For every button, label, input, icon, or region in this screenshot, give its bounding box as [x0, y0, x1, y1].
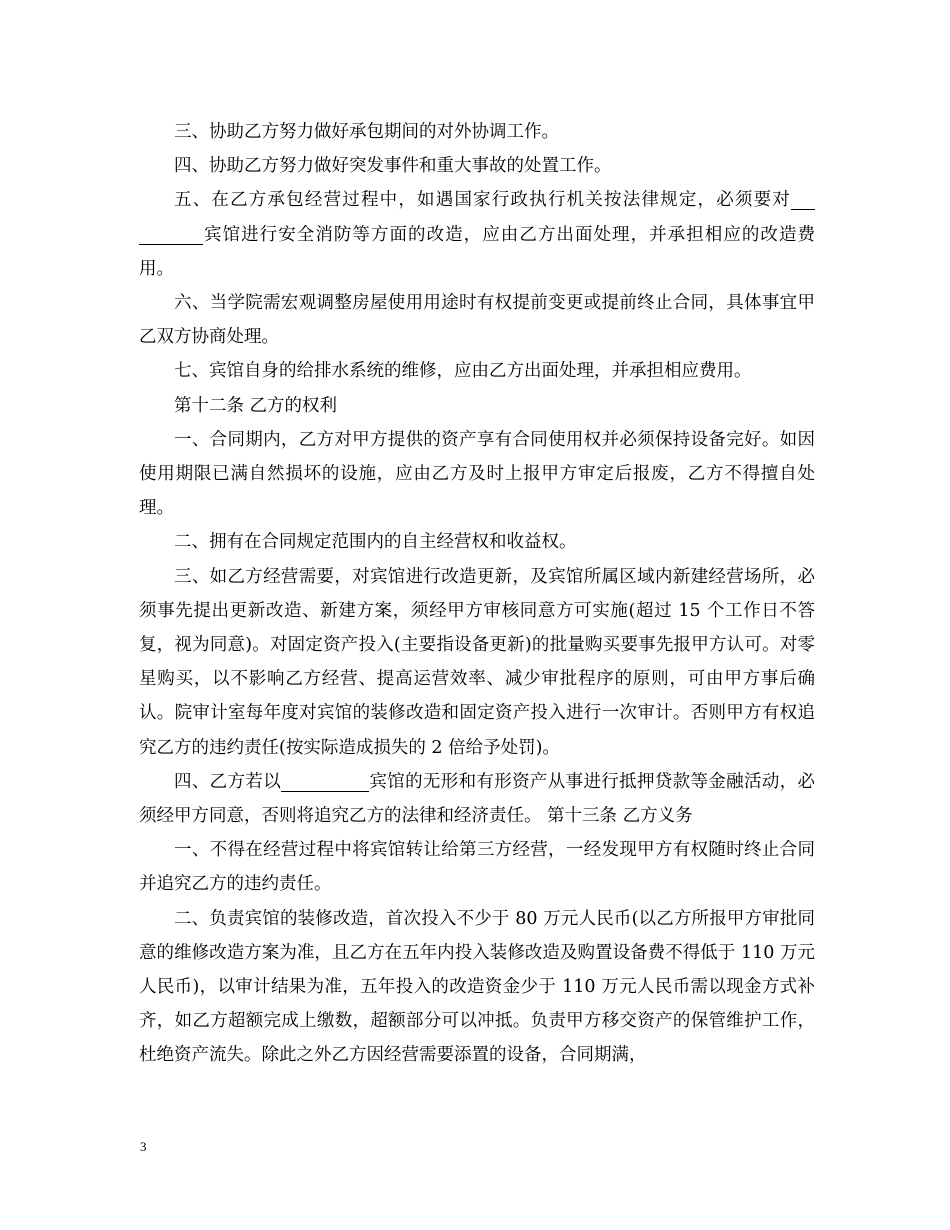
fill-in-blank: [139, 224, 203, 245]
fill-in-blank: [791, 189, 815, 210]
paragraph-clause-3: 三、协助乙方努力做好承包期间的对外协调工作。: [174, 122, 559, 142]
article-12-heading: 第十二条 乙方的权利: [174, 395, 338, 416]
paragraph-duty-2: 二、负责宾馆的装修改造，首次投入不少于 80 万元人民币(以乙方所报甲方审批同意的维修改造方案为准，且乙方在五年内投入装修改造及购置设备费不得低于 110 万元人民币)，以审计结果为准，五年投入的改造资金少于 110 万元人民币需以现金方式补齐，如乙方超额完成上缴数，超额部分可以冲抵。负责甲方移交资产的保管维护工作，杜绝资产流失。除此之外乙方因经营需要添置的设备，合同期满，: [139, 908, 815, 1066]
right-4-part-1: 四、乙方若以: [174, 771, 282, 792]
paragraph-right-3: 三、如乙方经营需要，对宾馆进行改造更新，及宾馆所属区域内新建经营场所，必须事先提出更新改造、新建方案，须经甲方审核同意方可实施(超过 15 个工作日不答复，视为同意)。对固定资产投入(主要指设备更新)的批量购买要事先报甲方认可。对零星购买，以不影响乙方经营、提高运营效率、减少审批程序的原则，可由甲方事后确认。院审计室每年度对宾馆的装修改造和固定资产投入进行一次审计。否则甲方有权追究乙方的违约责任(按实际造成损失的 2 倍给予处罚)。: [139, 566, 815, 758]
clause-5-part-2: 宾馆进行安全消防等方面的改造，应由乙方出面处理，并承担相应的改造费用。: [139, 224, 815, 279]
paragraph-clause-6: 六、当学院需宏观调整房屋使用用途时有权提前变更或提前终止合同，具体事宜甲乙双方协商处理。: [139, 293, 815, 348]
paragraph-clause-7: 七、宾馆自身的给排水系统的维修，应由乙方出面处理，并承担相应费用。: [174, 361, 752, 382]
document-body: [139, 115, 815, 1073]
paragraph-right-2: 二、拥有在合同规定范围内的自主经营权和收益权。: [174, 532, 577, 553]
paragraph-duty-1: 一、不得在经营过程中将宾馆转让给第三方经营，一经发现甲方有权随时终止合同并追究乙方的违约责任。: [139, 840, 815, 895]
fill-in-blank: [281, 771, 369, 792]
page-number: 3: [140, 1139, 147, 1154]
paragraph-clause-5: [139, 183, 815, 286]
paragraph-right-1: 一、合同期内，乙方对甲方提供的资产享有合同使用权并必须保持设备完好。如因使用期限已满自然损坏的设施，应由乙方及时上报甲方审定后报废，乙方不得擅自处理。: [139, 429, 815, 519]
paragraph-right-4: [139, 765, 815, 833]
paragraph-clause-4: 四、协助乙方努力做好突发事件和重大事故的处置工作。: [174, 156, 612, 177]
clause-5-part-1: 五、在乙方承包经营过程中，如遇国家行政执行机关按法律规定，必须要对: [174, 190, 791, 211]
right-4-part-2: 宾馆的无形和有形资产从事进行抵押贷款等金融活动，必须经甲方同意，否则将追究乙方的法律和经济责任。 第十三条 乙方义务: [139, 771, 816, 827]
